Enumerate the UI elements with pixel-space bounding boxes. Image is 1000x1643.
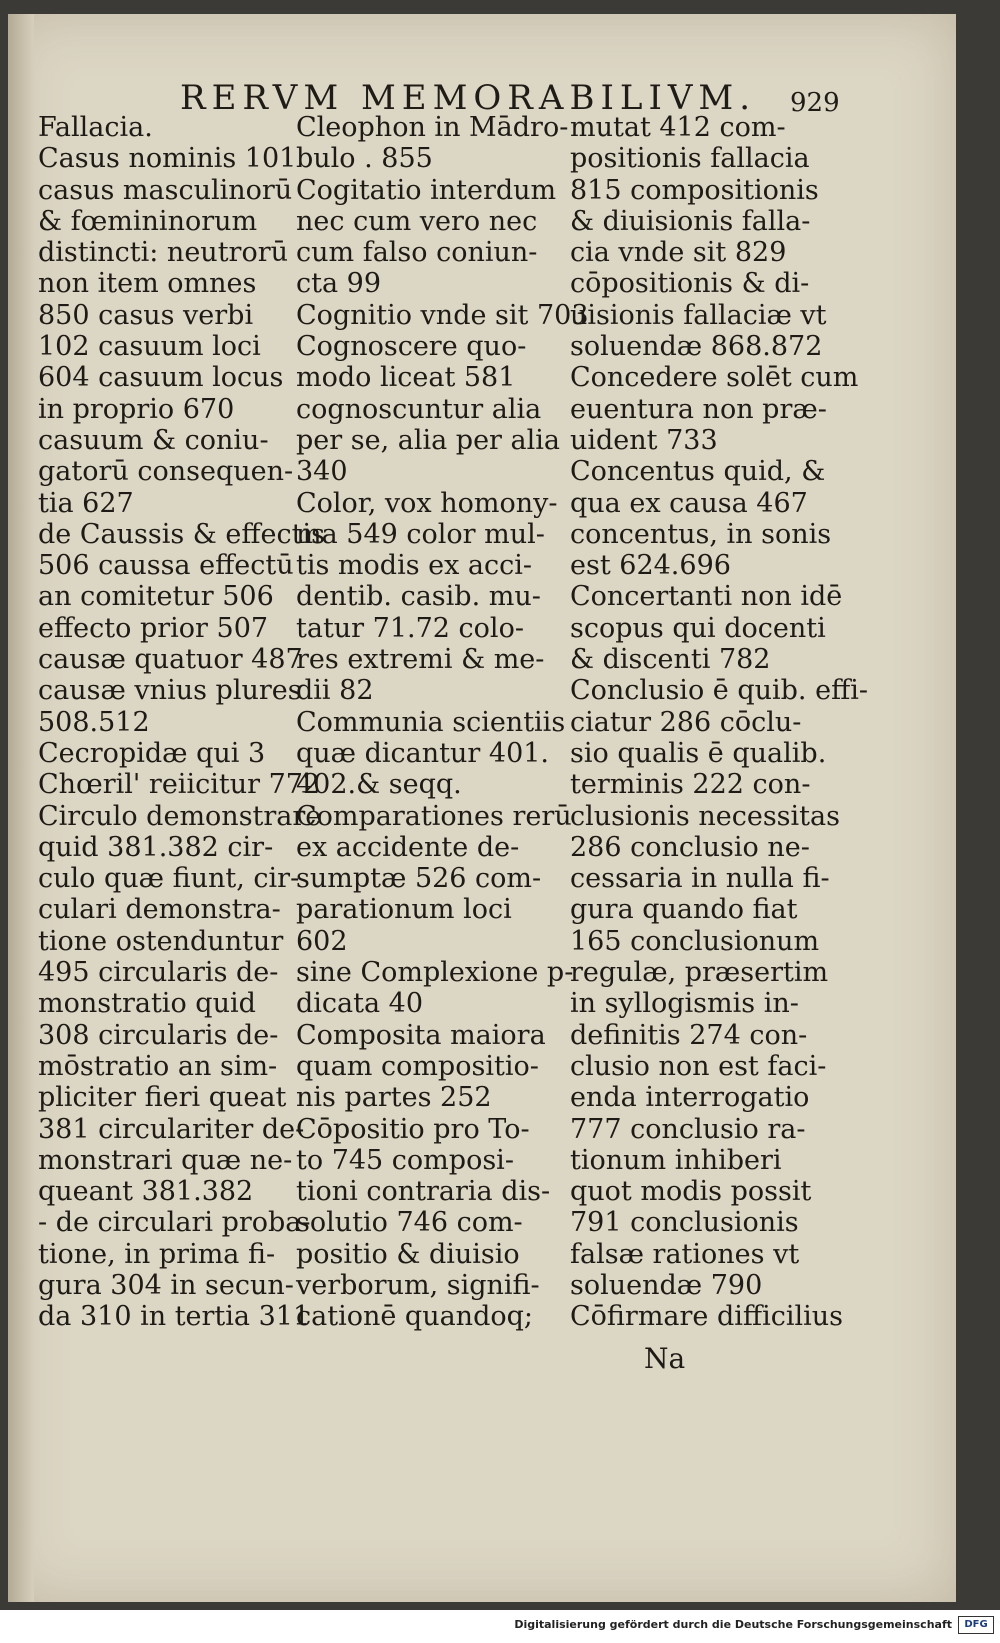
index-line: per se, alia per alia <box>296 424 561 456</box>
index-line: cationē quandoq; <box>296 1301 533 1333</box>
index-line: ciatur 286 cōclu- <box>570 706 802 738</box>
index-line: 381 circulariter de- <box>38 1113 305 1145</box>
index-line: Composita maiora <box>296 1019 546 1051</box>
index-line: 165 conclusionum <box>570 925 820 957</box>
index-line: 402.& seqq. <box>296 769 462 801</box>
index-line: cessaria in nulla fi- <box>570 863 830 895</box>
index-line: nis partes 252 <box>296 1082 492 1114</box>
index-line: sumptæ 526 com- <box>296 863 542 895</box>
index-line: pliciter fieri queat <box>38 1082 287 1114</box>
index-line: da 310 in tertia 311 <box>38 1301 311 1333</box>
index-line: culari demonstra- <box>38 894 281 926</box>
index-line: Concedere solēt cum <box>570 362 859 394</box>
index-line: gura quando fiat <box>570 894 798 926</box>
index-line: Fallacia. <box>38 112 153 143</box>
index-line: quam compositio- <box>296 1050 539 1082</box>
index-line: dentib. casib. mu- <box>296 581 541 613</box>
footer-bar <box>0 1610 1000 1643</box>
index-line: Cleophon in Mādro- <box>296 112 569 143</box>
index-line: 508.512 <box>38 706 150 738</box>
index-line: scopus qui docenti <box>570 612 826 644</box>
index-line: modo liceat 581 <box>296 362 516 394</box>
index-line: dii 82 <box>296 675 374 707</box>
index-line: 286 conclusio ne- <box>570 831 810 863</box>
index-line: Cognitio vnde sit 703 <box>296 299 589 331</box>
index-line: 495 circularis de- <box>38 957 279 989</box>
index-line: clusio non est faci- <box>570 1050 827 1082</box>
dfg-logo: DFG <box>958 1616 994 1634</box>
index-line: monstratio quid <box>38 988 256 1020</box>
index-line: Concentus quid, & <box>570 456 826 488</box>
index-line: soluendæ 868.872 <box>570 331 823 363</box>
index-line: tione ostenduntur <box>38 925 284 957</box>
index-line: Communia scientiis <box>296 706 566 738</box>
index-line: Cogitatio interdum <box>296 174 557 206</box>
index-line: casus masculinorū <box>38 174 293 206</box>
index-line: tis modis ex acci- <box>296 550 533 582</box>
index-line: monstrari quæ ne- <box>38 1144 293 1176</box>
index-line: tia 627 <box>38 487 134 519</box>
index-line: in proprio 670 <box>38 393 235 425</box>
index-line: 308 circularis de- <box>38 1019 279 1051</box>
index-line: Cōfirmare difficilius <box>570 1301 844 1333</box>
index-line: tioni contraria dis- <box>296 1176 551 1208</box>
index-line: falsæ rationes vt <box>570 1238 800 1270</box>
index-line: gura 304 in secun- <box>38 1269 294 1301</box>
index-line: de Caussis & effectis <box>38 518 325 550</box>
index-line: clusionis necessitas <box>570 800 840 832</box>
index-line: enda interrogatio <box>570 1082 810 1114</box>
index-line: est 624.696 <box>570 550 731 582</box>
index-line: qua ex causa 467 <box>570 487 808 519</box>
index-line: Cognoscere quo- <box>296 331 527 363</box>
index-line: Cecropidæ qui 3 <box>38 737 266 769</box>
index-line: ma 549 color mul- <box>296 518 545 550</box>
index-line: effecto prior 507 <box>38 612 269 644</box>
index-line: queant 381.382 <box>38 1176 254 1208</box>
index-line: 777 conclusio ra- <box>570 1113 806 1145</box>
index-line: an comitetur 506 <box>38 581 274 613</box>
index-line: concentus, in sonis <box>570 518 832 550</box>
index-line: cia vnde sit 829 <box>570 237 787 269</box>
index-line: terminis 222 con- <box>570 769 811 801</box>
index-line: quæ dicantur 401. <box>296 737 550 769</box>
index-line: quid 381.382 cir- <box>38 831 274 863</box>
index-line: uisionis fallaciæ vt <box>570 299 827 331</box>
index-line: & diuisionis falla- <box>570 205 811 237</box>
index-line: Conclusio ē quib. effi- <box>570 675 869 707</box>
index-line: & fœmininorum <box>38 205 258 237</box>
index-line: solutio 746 com- <box>296 1207 523 1239</box>
index-line: ex accidente de- <box>296 831 520 863</box>
page-gutter-edge <box>8 14 34 1602</box>
index-line: positionis fallacia <box>570 143 810 175</box>
index-line: cta 99 <box>296 268 382 300</box>
index-line: 506 caussa effectū <box>38 550 294 582</box>
index-line: tatur 71.72 colo- <box>296 612 524 644</box>
index-line: bulo . 855 <box>296 143 433 175</box>
index-line: cum falso coniun- <box>296 237 538 269</box>
index-line: mōstratio an sim- <box>38 1050 278 1082</box>
index-line: to 745 composi- <box>296 1144 514 1176</box>
index-line: sio qualis ē qualib. <box>570 737 827 769</box>
index-line: 850 casus verbi <box>38 299 254 331</box>
index-line: parationum loci <box>296 894 512 926</box>
index-line: 340 <box>296 456 348 488</box>
index-line: regulæ, præsertim <box>570 957 829 989</box>
index-line: positio & diuisio <box>296 1238 520 1270</box>
index-line: res extremi & me- <box>296 644 545 676</box>
running-head: RERVM MEMORABILIVM. <box>180 78 757 118</box>
index-line: tione, in prima fi- <box>38 1238 276 1270</box>
index-line: Color, vox homony- <box>296 487 558 519</box>
digitization-credit: Digitalisierung gefördert durch die Deutsche Forschungsgemeinschaft <box>514 1618 952 1631</box>
index-line: uident 733 <box>570 424 718 456</box>
index-line: Circulo demonstrare <box>38 800 322 832</box>
index-line: euentura non præ- <box>570 393 827 425</box>
index-line: Cōpositio pro To- <box>296 1113 530 1145</box>
index-line: 602 <box>296 925 348 957</box>
index-line: & discenti 782 <box>570 644 771 676</box>
index-line: - de circulari proba- <box>38 1207 311 1239</box>
index-line: culo quæ fiunt, cir- <box>38 863 300 895</box>
index-line: gatorū consequen- <box>38 456 294 488</box>
catchword: Na <box>644 1342 686 1375</box>
index-line: Concertanti non idē <box>570 581 843 613</box>
index-column-3 <box>570 112 869 1333</box>
index-line: 604 casuum locus <box>38 362 284 394</box>
index-line: nec cum vero nec <box>296 205 538 237</box>
index-line: 815 compositionis <box>570 174 819 206</box>
index-line: 791 conclusionis <box>570 1207 799 1239</box>
index-line: 102 casuum loci <box>38 331 261 363</box>
index-line: dicata 40 <box>296 988 424 1020</box>
index-line: casuum & coniu- <box>38 424 269 456</box>
index-line: in syllogismis in- <box>570 988 799 1020</box>
index-line: Chœril' reiicitur 772 <box>38 769 321 801</box>
index-line: tionum inhiberi <box>570 1144 782 1176</box>
index-line: Casus nominis 101 <box>38 143 297 175</box>
index-line: mutat 412 com- <box>570 112 786 143</box>
index-line: verborum, signifi- <box>296 1269 540 1301</box>
index-line: cognoscuntur alia <box>296 393 542 425</box>
page-number: 929 <box>790 88 840 118</box>
index-line: non item omnes <box>38 268 257 300</box>
index-line: sine Complexione p- <box>296 957 574 989</box>
index-line: causæ vnius plures <box>38 675 302 707</box>
index-line: definitis 274 con- <box>570 1019 808 1051</box>
index-line: quot modis possit <box>570 1176 812 1208</box>
index-line: distincti: neutrorū <box>38 237 289 269</box>
index-line: causæ quatuor 487 <box>38 644 303 676</box>
index-line: Comparationes rerū <box>296 800 572 832</box>
index-line: cōpositionis & di- <box>570 268 810 300</box>
index-line: soluendæ 790 <box>570 1269 763 1301</box>
index-column-2 <box>296 112 589 1333</box>
